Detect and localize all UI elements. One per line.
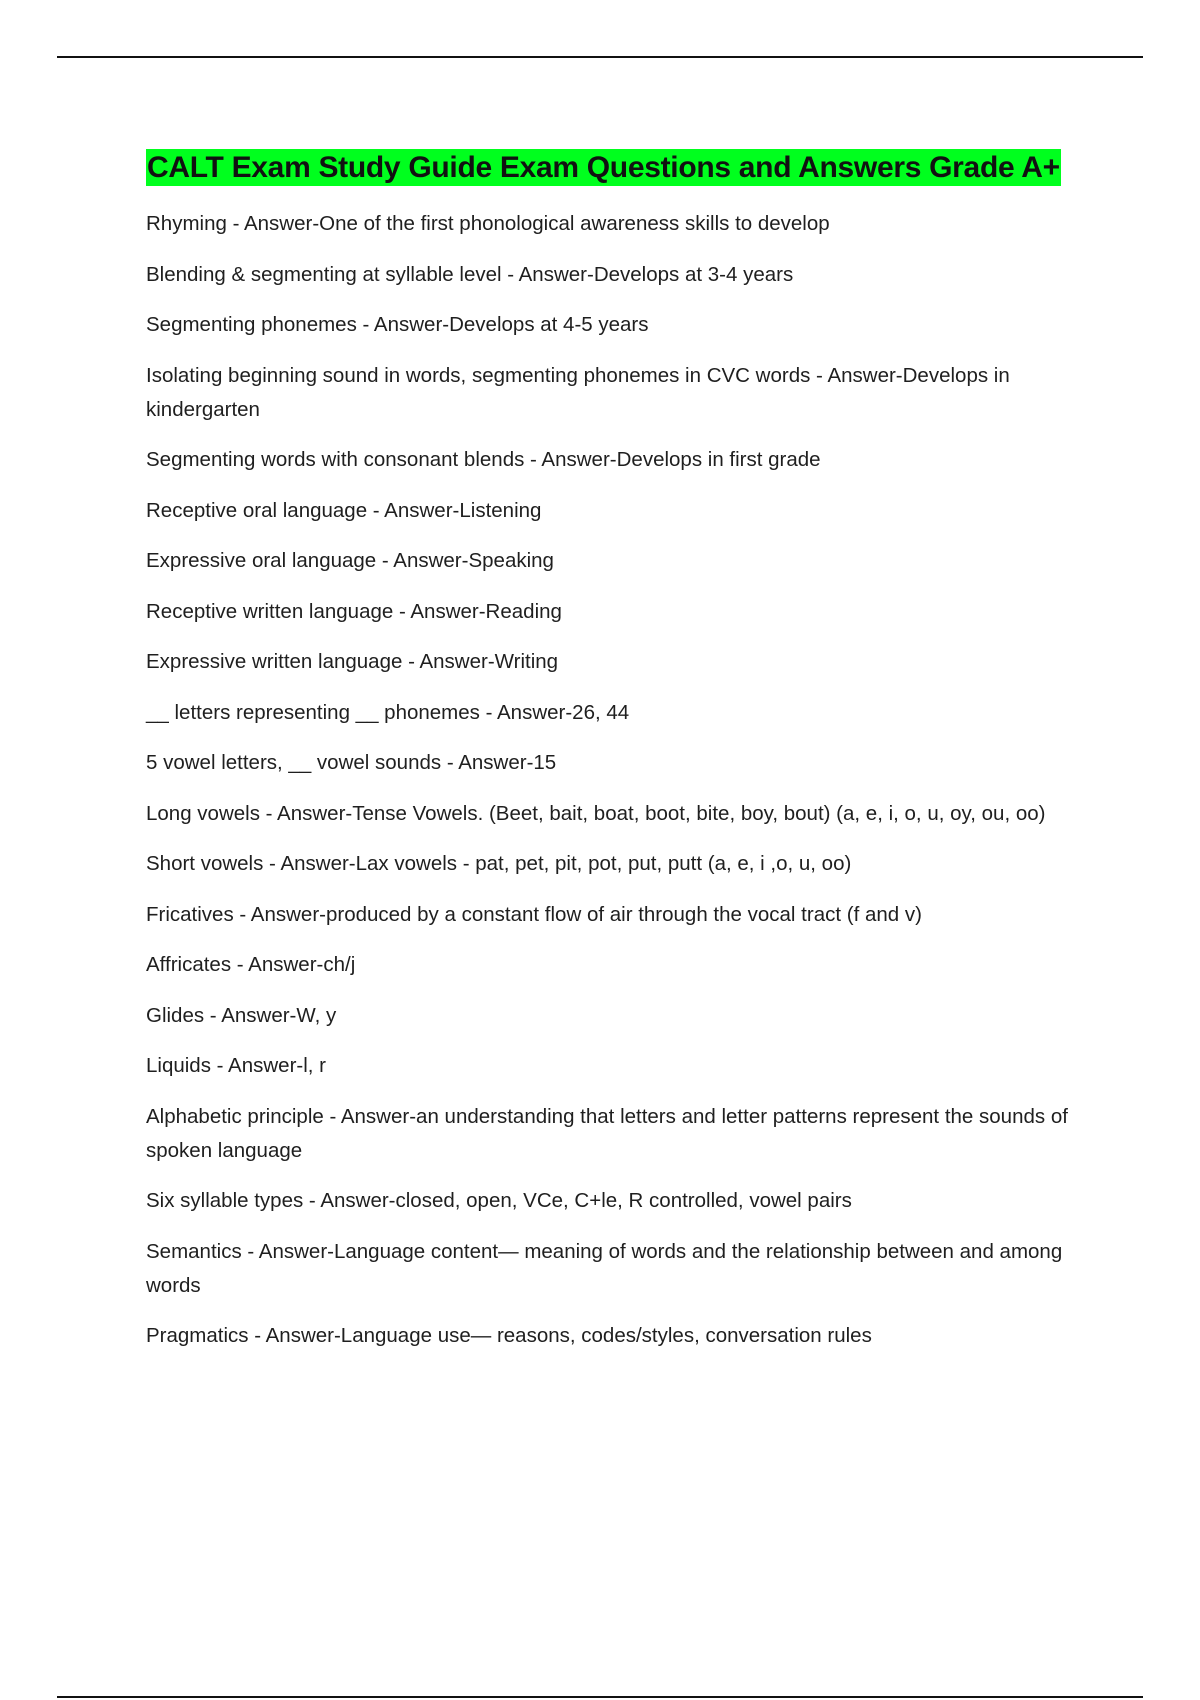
qa-entry: Segmenting words with consonant blends - Answer-Develops in first grade xyxy=(146,448,821,471)
qa-entry: Affricates - Answer-ch/j xyxy=(146,953,356,976)
qa-entry: Blending & segmenting at syllable level - Answer-Develops at 3-4 years xyxy=(146,262,794,286)
qa-entry: Semantics - Answer-Language content— meaning of words and the relationship between and among words xyxy=(146,1239,1063,1297)
qa-entry: 5 vowel letters, __ vowel sounds - Answer-15 xyxy=(146,751,557,774)
qa-entry: Expressive oral language - Answer-Speaking xyxy=(146,549,554,572)
qa-entry: Six syllable types - Answer-closed, open, VCe, C+le, R controlled, vowel pairs xyxy=(146,1189,852,1212)
qa-entry: Expressive written language - Answer-Writing xyxy=(146,650,559,673)
footer-rule xyxy=(57,1696,1143,1698)
qa-entry: Isolating beginning sound in words, segmenting phonemes in CVC words - Answer-Develops in kindergarten xyxy=(146,363,1010,421)
qa-entry: Receptive oral language - Answer-Listening xyxy=(146,498,542,522)
qa-entry: Glides - Answer-W, y xyxy=(146,1003,337,1027)
document-title xyxy=(146,142,1086,193)
qa-entry: Liquids - Answer-l, r xyxy=(146,1054,327,1077)
qa-entry: Receptive written language - Answer-Reading xyxy=(146,599,562,623)
qa-entry: Pragmatics - Answer-Language use— reasons, codes/styles, conversation rules xyxy=(146,1324,872,1347)
header-rule xyxy=(57,56,1143,58)
qa-entry: __ letters representing __ phonemes - Answer-26, 44 xyxy=(146,700,630,724)
qa-entry: Fricatives - Answer-produced by a constant flow of air through the vocal tract (f and v) xyxy=(146,902,922,926)
qa-entry: Segmenting phonemes - Answer-Develops at 4-5 years xyxy=(146,313,649,336)
qa-entry: Rhyming - Answer-One of the first phonological awareness skills to develop xyxy=(146,212,830,235)
document-body xyxy=(146,142,1086,1370)
title-highlight: CALT Exam Study Guide Exam Questions and Answers Grade A+ xyxy=(147,151,1060,184)
qa-entry: Alphabetic principle - Answer-an understanding that letters and letter patterns represent the sounds of spoken language xyxy=(146,1104,1068,1162)
qa-entry: Long vowels - Answer-Tense Vowels. (Beet, bait, boat, boot, bite, boy, bout) (a, e, i, o, u, oy, ou, oo) xyxy=(146,801,1046,825)
qa-entry: Short vowels - Answer-Lax vowels - pat, pet, pit, pot, put, putt (a, e, i ,o, u, oo) xyxy=(146,852,852,875)
